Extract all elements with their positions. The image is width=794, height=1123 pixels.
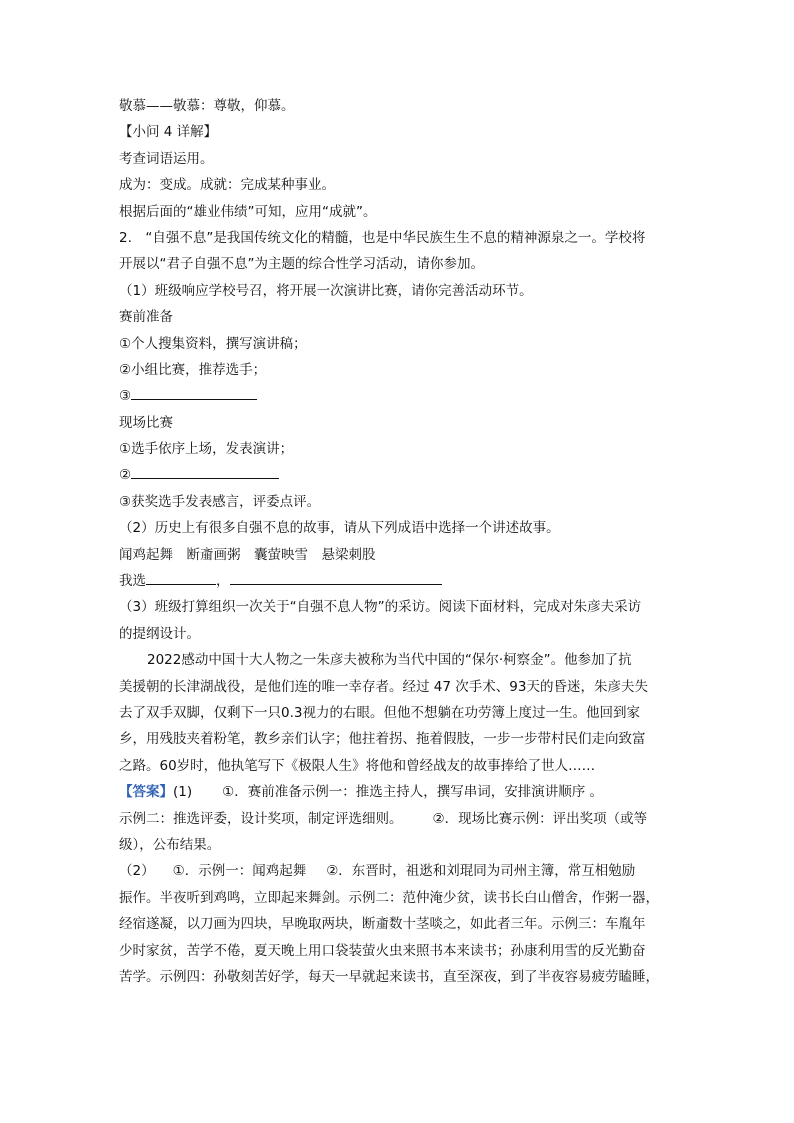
material-line-4: 乡，用残肢夹着粉笔，教乡亲们认字；他拄着拐、拖着假肢，一步一步带村民们走向致富 xyxy=(119,731,646,748)
choice-comma: ， xyxy=(216,573,230,590)
answer-line-6: 经宿遂凝，以刀画为四块，早晚取两块，断齑数十茎啖之，如此者三年。示例三：车胤年 xyxy=(119,916,646,933)
answer-line-7: 少时家贫，苦学不倦，夏天晚上用口袋装萤火虫来照书本来读书；孙康利用雪的反光勤奋 xyxy=(119,942,646,959)
live-step-2-label: ② xyxy=(119,467,132,484)
question-2-line-1: 2. “自强不息”是我国传统文化的精髓，也是中华民族生生不息的精神源泉之一。学校将 xyxy=(119,229,646,246)
live-step-3: ③获奖选手发表感言，评委点评。 xyxy=(119,493,321,510)
material-line-1: 2022感动中国十大人物之一朱彦夫被称为当代中国的“保尔·柯察金”。他参加了抗 xyxy=(147,652,632,669)
text-line-1: 敬慕——敬慕：尊敬，仰慕。 xyxy=(119,98,295,114)
choice-line xyxy=(119,568,679,594)
answer-line-2 xyxy=(119,806,679,832)
choice-label: 我选 xyxy=(119,573,146,590)
answer-part-2-a: ①．示例一：闻鸡起舞 xyxy=(172,863,307,880)
answer-part-2-number: （2） xyxy=(119,863,155,880)
subquestion-2: （2）历史上有很多自强不息的故事，请从下列成语中选择一个讲述故事。 xyxy=(119,520,560,537)
prep-step-3-label: ③ xyxy=(119,388,132,405)
prep-step-3 xyxy=(119,383,679,409)
answer-line-4 xyxy=(119,858,679,884)
text-line-3: 考查词语运用。 xyxy=(119,150,214,167)
stage-heading-live: 现场比赛 xyxy=(119,414,173,431)
subquestion-3-line-1: （3）班级打算组织一次关于“自强不息人物”的采访。阅读下面材料，完成对朱彦夫采访 xyxy=(119,599,642,616)
answer-part-1-number: (1) xyxy=(173,784,193,801)
live-step-2 xyxy=(119,462,679,488)
material-line-3: 去了双手双脚，仅剩下一只0.3视力的右眼。但他不想躺在功劳簿上度过一生。他回到家 xyxy=(119,704,640,721)
prep-step-2: ②小组比赛，推荐选手； xyxy=(119,361,267,378)
material-line-2: 美援朝的长津湖战役，是他们连的唯一幸存者。经过 47 次手术、93天的昏迷，朱彦夫失 xyxy=(119,678,648,695)
prep-step-1: ①个人搜集资料，撰写演讲稿； xyxy=(119,335,307,352)
answer-part-1-text: ①．赛前准备示例一：推选主持人，撰写串词，安排演讲顺序 。 xyxy=(222,784,604,801)
choice-blank-2[interactable] xyxy=(230,570,442,585)
document-body xyxy=(119,93,679,990)
subquestion-3-line-2: 的提纲设计。 xyxy=(119,625,200,642)
answer-live-example: ②．现场比赛示例：评出奖项（或等 xyxy=(432,810,648,827)
text-line-4: 成为：变成。成就：完成某种事业。 xyxy=(119,177,335,194)
answer-line-1 xyxy=(119,779,679,805)
question-2-line-2: 开展以“君子自强不息”为主题的综合性学习活动，请你参加。 xyxy=(119,256,484,273)
answer-tag: 【答案】 xyxy=(119,784,173,801)
subquestion-1: （1）班级响应学校号召，将开展一次演讲比赛，请你完善活动环节。 xyxy=(119,282,533,299)
choice-blank-1[interactable] xyxy=(146,570,216,585)
answer-line-5: 振作。半夜听到鸡鸣，立即起来舞剑。示例二：范仲淹少贫，读书长白山僧舍，作粥一器， xyxy=(119,889,659,906)
live-step-2-blank[interactable] xyxy=(131,464,279,479)
section-heading: 【小问 4 详解】 xyxy=(119,124,218,141)
answer-line-3: 级），公布结果。 xyxy=(119,836,221,853)
answer-part-2-b: ②．东晋时，祖逖和刘琨同为司州主簿，常互相勉励 xyxy=(326,863,636,880)
material-line-5: 之路。60岁时，他执笔写下《极限人生》将他和曾经战友的故事捧给了世人…… xyxy=(119,757,596,774)
text-line-5: 根据后面的“雄业伟绩”可知，应用“成就”。 xyxy=(119,203,377,220)
answer-example-2: 示例二：推选评委，设计奖项，制定评选细则。 xyxy=(119,810,403,827)
idiom-list: 闻鸡起舞 断齑画粥 囊萤映雪 悬梁刺股 xyxy=(119,546,376,563)
stage-heading-prep: 赛前准备 xyxy=(119,309,173,326)
prep-step-3-blank[interactable] xyxy=(131,385,257,400)
answer-line-8: 苦学。示例四：孙敬刻苦好学，每天一早就起来读书，直至深夜，到了半夜容易疲劳瞌睡， xyxy=(119,968,659,985)
live-step-1: ①选手依序上场，发表演讲； xyxy=(119,441,294,458)
